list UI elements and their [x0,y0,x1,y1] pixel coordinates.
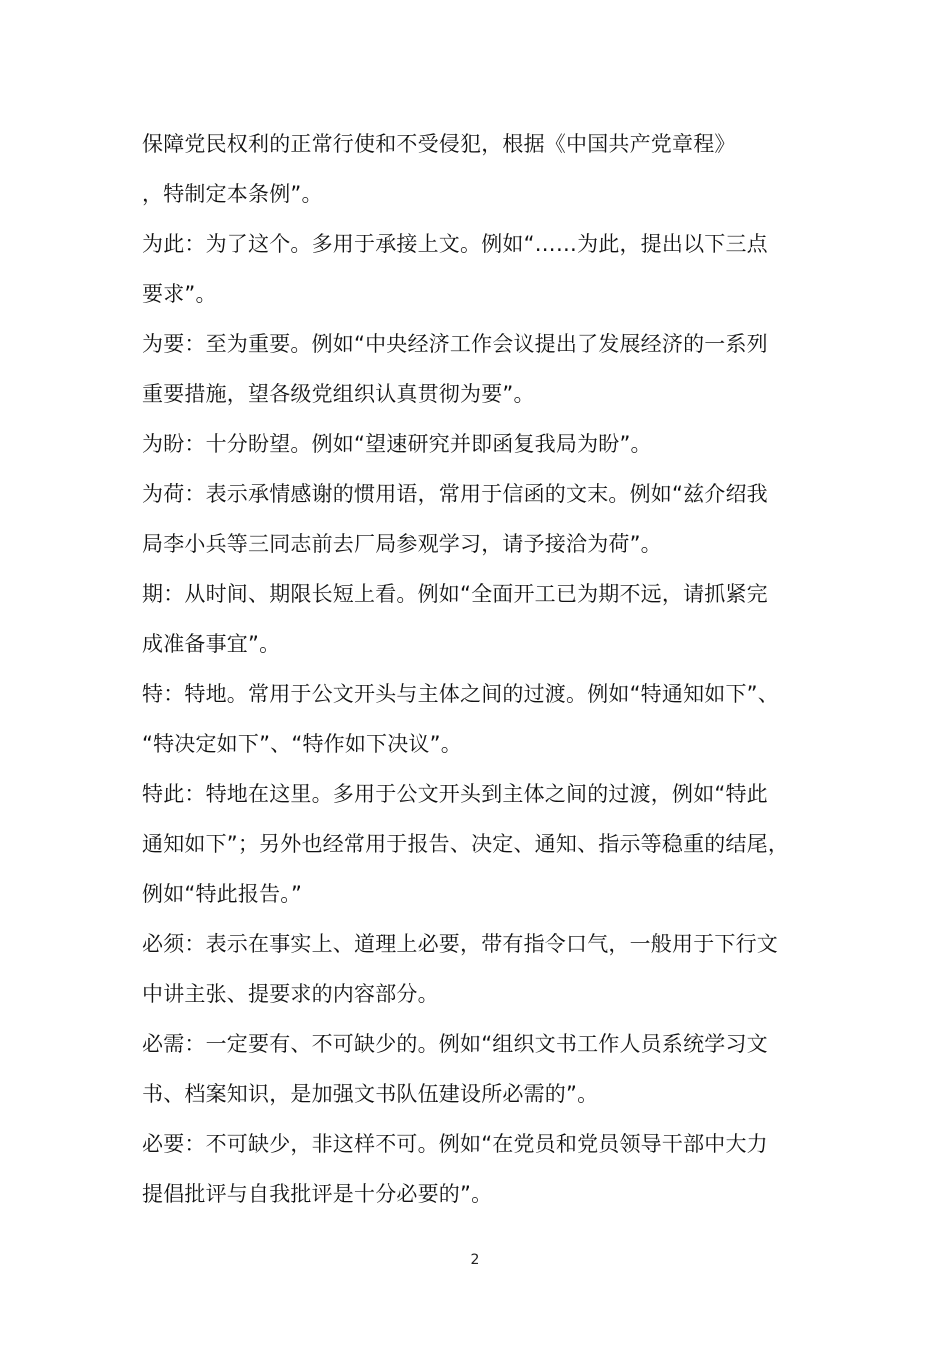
text-line: 例如“特此报告。” [142,882,303,906]
text-line: 为荷：表示承情感谢的惯用语，常用于信函的文末。例如“兹介绍我 [142,482,768,506]
text-line: 特：特地。常用于公文开头与主体之间的过渡。例如“特通知如下”、 [142,682,779,706]
text-line: 通知如下”；另外也经常用于报告、决定、通知、指示等稳重的结尾， [142,832,790,856]
text-line: 成准备事宜”。 [142,632,281,656]
text-line: 为此：为了这个。多用于承接上文。例如“……为此，提出以下三点 [142,232,768,256]
text-line: 局李小兵等三同志前去厂局参观学习，请予接洽为荷”。 [142,532,662,556]
page-number: 2 [470,1252,480,1268]
text-line: 中讲主张、提要求的内容部分。 [142,982,439,1006]
text-line: “特决定如下”、“特作如下决议”。 [142,732,462,756]
text-line: 为盼：十分盼望。例如“望速研究并即函复我局为盼”。 [142,432,652,456]
text-line: 必要：不可缺少，非这样不可。例如“在党员和党员领导干部中大力 [142,1132,768,1156]
text-line: 保障党民权利的正常行使和不受侵犯，根据《中国共产党章程》 [142,132,736,156]
text-line: 必需：一定要有、不可缺少的。例如“组织文书工作人员系统学习文 [142,1032,768,1056]
text-line: 要求”。 [142,282,217,306]
text-line: 重要措施，望各级党组织认真贯彻为要”。 [142,382,535,406]
text-line: ，特制定本条例”。 [142,182,323,206]
text-line: 书、档案知识，是加强文书队伍建设所必需的”。 [142,1082,599,1106]
text-line: 必须：表示在事实上、道理上必要，带有指令口气，一般用于下行文 [142,932,778,956]
text-line: 为要：至为重要。例如“中央经济工作会议提出了发展经济的一系列 [142,332,768,356]
text-line: 提倡批评与自我批评是十分必要的”。 [142,1182,493,1206]
text-line: 特此：特地在这里。多用于公文开头到主体之间的过渡，例如“特此 [142,782,768,806]
text-line: 期：从时间、期限长短上看。例如“全面开工已为期不远，请抓紧完 [142,582,768,606]
